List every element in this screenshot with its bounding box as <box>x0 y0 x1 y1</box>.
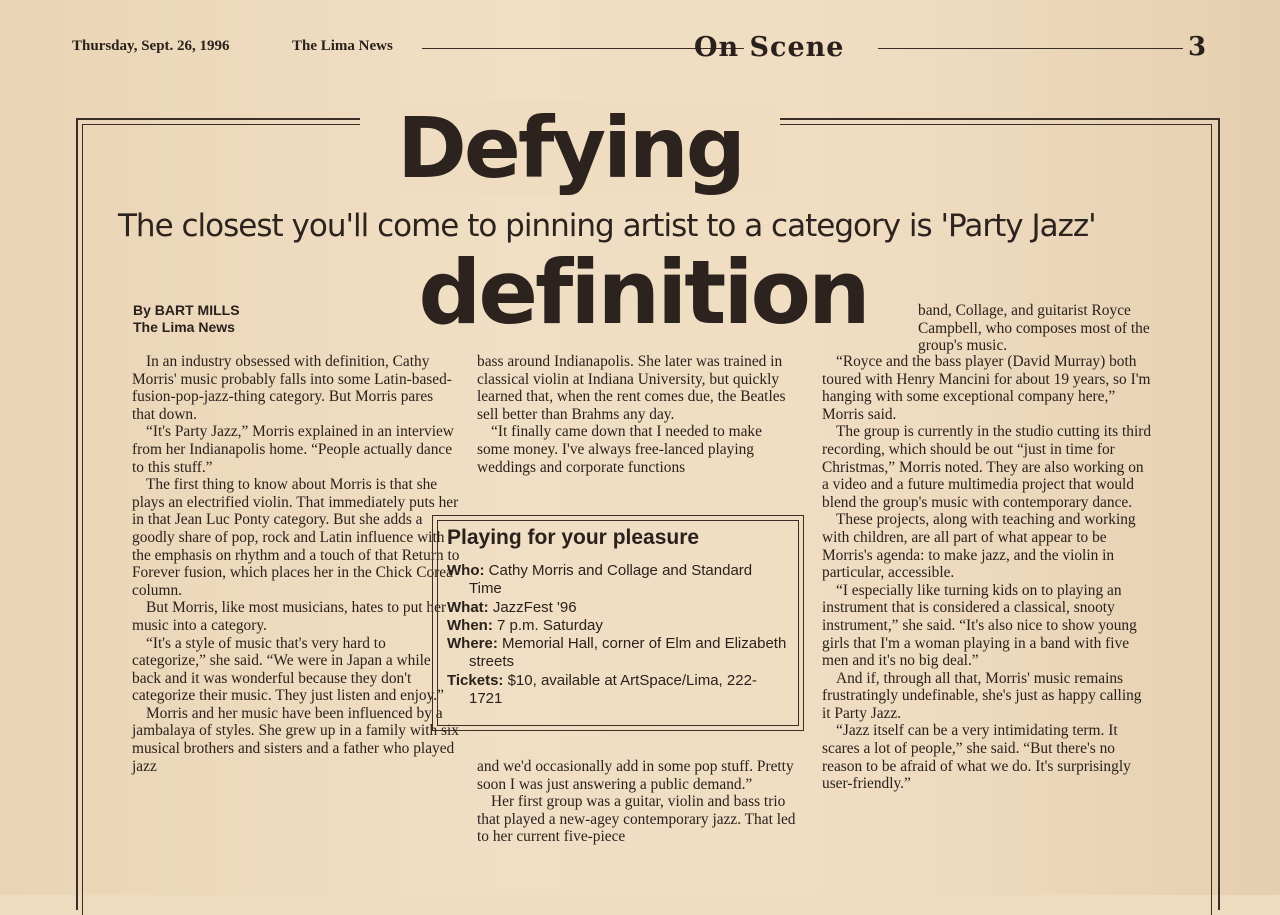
byline-author: By BART MILLS <box>133 302 240 318</box>
info-box-rows <box>447 562 787 708</box>
info-label: When: <box>447 616 493 634</box>
paragraph: The first thing to know about Morris is that she plays an electrified violin. That immediately puts her in that Jean Luc Ponty category. But she adds a goodly share of pop, rock and Latin influence with the emphasis on rhythm and a touch of that Return to Forever fusion, which places her in the Chick Corea column. <box>132 476 460 599</box>
paragraph: “It finally came down that I needed to make some money. I've always free-lanced playing weddings and corporate functions <box>477 423 762 476</box>
header-page-number: 3 <box>1188 32 1207 62</box>
paragraph: “Jazz itself can be a very intimidating term. It scares a lot of people,” she said. “But there's no reason to be afraid of what we do. It's surprisingly user-friendly.” <box>822 722 1131 793</box>
headline-line-2: definition <box>418 241 868 344</box>
byline <box>133 302 240 336</box>
info-label: What: <box>447 598 489 616</box>
info-value: $10, available at ArtSpace/Lima, 222-1721 <box>469 671 757 708</box>
info-label: Where: <box>447 635 498 653</box>
header-paper-name: The Lima News <box>292 38 393 54</box>
info-value: Memorial Hall, corner of Elm and Elizabeth streets <box>469 635 787 671</box>
event-info-box <box>432 515 804 731</box>
info-row-what <box>447 599 787 617</box>
info-box-title: Playing for your pleasure <box>447 526 700 549</box>
info-row-who <box>447 562 787 599</box>
info-label: Who: <box>447 562 485 579</box>
headline-deck: The closest you'll come to pinning artist to a category is 'Party Jazz' <box>118 208 1096 244</box>
paragraph: “I especially like turning kids on to playing an instrument that is considered a classical, snooty instrument,” she said. “It's also nice to show young girls that I'm a woman playing in a band with five men and it's no big deal.” <box>822 581 1137 670</box>
paragraph: “Royce and the bass player (David Murray) both toured with Henry Mancini for about 19 years, so I'm hanging with some exceptional company here,” Morris said. <box>822 353 1151 423</box>
info-row-where <box>447 635 787 672</box>
article-column-2-bottom <box>477 758 797 846</box>
header-section-name: On Scene <box>694 32 845 63</box>
paragraph: Morris and her music have been influenced by a jambalaya of styles. She grew up in a family with six musical brothers and sisters and a father who played jazz <box>132 704 459 775</box>
paragraph: bass around Indianapolis. She later was trained in classical violin at Indiana University, but quickly learned that, when the rent comes due, the Beatles sell better than Brahms any day. <box>477 353 786 423</box>
article-column-2-top <box>477 353 797 476</box>
paragraph: “It's a style of music that's very hard to categorize,” she said. “We were in Japan a while back and it was wonderful because they don't categorize their music. They just listen and enjoy.” <box>132 634 444 705</box>
paragraph: And if, through all that, Morris' music remains frustratingly undefinable, she's just as happy calling it Party Jazz. <box>822 669 1142 722</box>
info-row-when <box>447 617 787 635</box>
paragraph: These projects, along with teaching and working with children, are all part of what appear to be Morris's agenda: to make jazz, and the violin in particular, accessible. <box>822 511 1136 582</box>
article-column-3 <box>822 353 1152 793</box>
info-value: JazzFest '96 <box>492 598 577 616</box>
headline-line-1: Defying <box>360 100 780 196</box>
info-label: Tickets: <box>447 671 504 689</box>
paragraph: and we'd occasionally add in some pop stuff. Pretty soon I was just answering a public demand.” <box>477 758 794 793</box>
info-row-tickets <box>447 672 787 709</box>
paragraph: Her first group was a guitar, violin and bass trio that played a new-agey contemporary jazz. That led to her current five-piece <box>477 793 796 846</box>
header-rule-right <box>878 48 1183 49</box>
paragraph: “It's Party Jazz,” Morris explained in an interview from her Indianapolis home. “People actually dance to this stuff.” <box>132 423 454 476</box>
paragraph: In an industry obsessed with definition, Cathy Morris' music probably falls into some Latin-based-fusion-pop-jazz-thing category. But Morris pares that down. <box>132 353 452 423</box>
byline-outlet: The Lima News <box>133 319 235 335</box>
article-column-3-top <box>918 302 1150 355</box>
header-date: Thursday, Sept. 26, 1996 <box>72 38 230 54</box>
paragraph: band, Collage, and guitarist Royce Campbell, who composes most of the group's music. <box>918 302 1150 355</box>
paragraph: But Morris, like most musicians, hates to put her music into a category. <box>132 599 447 634</box>
info-value: 7 p.m. Saturday <box>497 616 603 634</box>
paragraph: The group is currently in the studio cutting its third recording, which should be out “just in time for Christmas,” Morris noted. They are also working on a video and a future multimedia project that would blend the group's music with contemporary dance. <box>822 423 1152 511</box>
page-header <box>72 32 1222 63</box>
info-value: Cathy Morris and Collage and Standard Time <box>469 562 753 598</box>
article-column-1 <box>132 353 460 775</box>
